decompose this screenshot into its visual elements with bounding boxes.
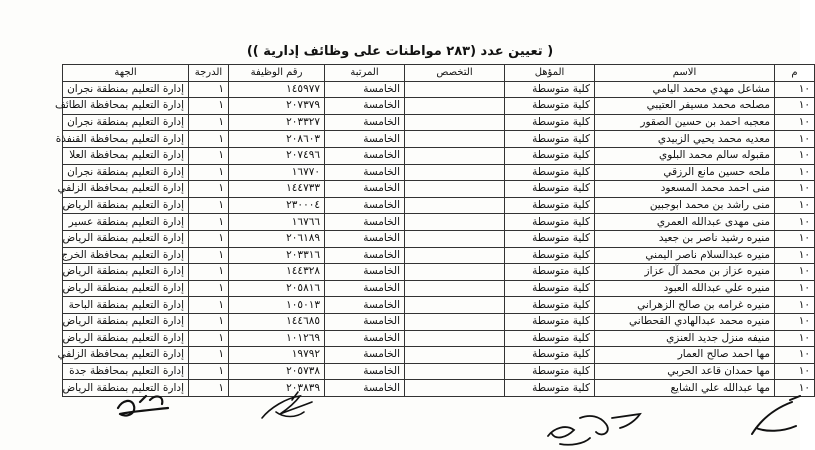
table-row <box>63 98 815 115</box>
cell-qualification: كلية متوسطة <box>505 247 595 264</box>
appointments-table <box>54 64 815 397</box>
cell-seq: ١٠ <box>775 147 815 164</box>
cell-job-number: ٢٠٦١٨٩ <box>229 230 325 247</box>
cell-department: إدارة التعليم بمحافظة الطائف <box>63 98 189 115</box>
table-row <box>63 313 815 330</box>
cell-rank: الخامسة <box>325 280 405 297</box>
header-name: الاسم <box>595 65 775 82</box>
cell-degree: ١ <box>189 181 229 198</box>
cell-qualification: كلية متوسطة <box>505 98 595 115</box>
cell-degree: ١ <box>189 230 229 247</box>
cell-seq: ١٠ <box>775 313 815 330</box>
cell-rank: الخامسة <box>325 363 405 380</box>
cell-department: إدارة التعليم بمنطقة الرياض <box>63 197 189 214</box>
cell-rank: الخامسة <box>325 181 405 198</box>
signature-1 <box>118 396 168 416</box>
cell-specialty <box>405 247 505 264</box>
table-row <box>63 297 815 314</box>
cell-name: منيره عبدالسلام ناصر اليمني <box>595 247 775 264</box>
cell-name: منيفه منزل جديد العنزي <box>595 330 775 347</box>
table-row <box>63 264 815 281</box>
header-specialty: التخصص <box>405 65 505 82</box>
cell-seq: ١٠ <box>775 197 815 214</box>
cell-specialty <box>405 214 505 231</box>
cell-degree: ١ <box>189 114 229 131</box>
cell-specialty <box>405 181 505 198</box>
cell-department: إدارة التعليم بمنطقة الرياض <box>63 230 189 247</box>
cell-seq: ١٠ <box>775 264 815 281</box>
cell-degree: ١ <box>189 330 229 347</box>
cell-job-number: ٢٠٧٣٧٩ <box>229 98 325 115</box>
cell-job-number: ١٠١٢٦٩ <box>229 330 325 347</box>
signatures-area <box>0 388 800 450</box>
cell-job-number: ٢٠٣٣٢٧ <box>229 114 325 131</box>
cell-department: إدارة التعليم بمنطقة الباحة <box>63 297 189 314</box>
cell-rank: الخامسة <box>325 264 405 281</box>
cell-specialty <box>405 197 505 214</box>
cell-name: مها حمدان قاعد الحربي <box>595 363 775 380</box>
cell-qualification: كلية متوسطة <box>505 380 595 397</box>
cell-degree: ١ <box>189 363 229 380</box>
cell-seq: ١٠ <box>775 131 815 148</box>
cell-degree: ١ <box>189 297 229 314</box>
cell-department: إدارة التعليم بمحافظة جدة <box>63 363 189 380</box>
cell-rank: الخامسة <box>325 214 405 231</box>
cell-specialty <box>405 230 505 247</box>
table-row <box>63 280 815 297</box>
cell-seq: ١٠ <box>775 347 815 364</box>
cell-department: إدارة التعليم بمنطقة الرياض <box>63 280 189 297</box>
cell-name: منى احمد محمد المسعود <box>595 181 775 198</box>
cell-rank: الخامسة <box>325 147 405 164</box>
cell-degree: ١ <box>189 313 229 330</box>
header-seq: م <box>775 65 815 82</box>
cell-degree: ١ <box>189 131 229 148</box>
cell-qualification: كلية متوسطة <box>505 197 595 214</box>
signature-4 <box>752 396 800 434</box>
cell-department: إدارة التعليم بمنطقة عسير <box>63 214 189 231</box>
cell-rank: الخامسة <box>325 297 405 314</box>
cell-degree: ١ <box>189 347 229 364</box>
table-row <box>63 347 815 364</box>
cell-seq: ١٠ <box>775 247 815 264</box>
cell-name: مها احمد صالح العمار <box>595 347 775 364</box>
cell-job-number: ٢٠٣٣١٦ <box>229 247 325 264</box>
cell-qualification: كلية متوسطة <box>505 330 595 347</box>
header-degree: الدرجة <box>189 65 229 82</box>
cell-specialty <box>405 363 505 380</box>
cell-specialty <box>405 98 505 115</box>
table-row <box>63 147 815 164</box>
cell-seq: ١٠ <box>775 81 815 98</box>
cell-job-number: ٢٠٧٤٩٦ <box>229 147 325 164</box>
header-qualification: المؤهل <box>505 65 595 82</box>
cell-qualification: كلية متوسطة <box>505 81 595 98</box>
cell-rank: الخامسة <box>325 247 405 264</box>
cell-department: إدارة التعليم بمحافظة الخرج <box>63 247 189 264</box>
cell-department: إدارة التعليم بمنطقة نجران <box>63 81 189 98</box>
cell-degree: ١ <box>189 98 229 115</box>
cell-degree: ١ <box>189 264 229 281</box>
cell-qualification: كلية متوسطة <box>505 214 595 231</box>
cell-job-number: ١٩٧٩٢ <box>229 347 325 364</box>
cell-rank: الخامسة <box>325 313 405 330</box>
cell-job-number: ١٤٥٩٧٧ <box>229 81 325 98</box>
cell-job-number: ١٤٤٣٢٨ <box>229 264 325 281</box>
cell-degree: ١ <box>189 147 229 164</box>
cell-specialty <box>405 264 505 281</box>
cell-specialty <box>405 131 505 148</box>
table-row <box>63 81 815 98</box>
signature-3 <box>548 414 640 445</box>
cell-job-number: ٢٣٠٠٠٤ <box>229 197 325 214</box>
cell-qualification: كلية متوسطة <box>505 181 595 198</box>
cell-rank: الخامسة <box>325 330 405 347</box>
cell-rank: الخامسة <box>325 131 405 148</box>
table-row <box>63 363 815 380</box>
header-rank: المرتبة <box>325 65 405 82</box>
cell-specialty <box>405 297 505 314</box>
cell-seq: ١٠ <box>775 280 815 297</box>
cell-job-number: ٢٠٣٨٣٩ <box>229 380 325 397</box>
cell-department: إدارة التعليم بمنطقة الرياض <box>63 264 189 281</box>
cell-rank: الخامسة <box>325 197 405 214</box>
cell-qualification: كلية متوسطة <box>505 114 595 131</box>
cell-rank: الخامسة <box>325 114 405 131</box>
cell-specialty <box>405 313 505 330</box>
cell-seq: ١٠ <box>775 164 815 181</box>
table-row <box>63 114 815 131</box>
cell-department: إدارة التعليم بمنطقة الرياض <box>63 380 189 397</box>
table-header-row <box>63 65 815 82</box>
header-department: الجهة <box>63 65 189 82</box>
cell-name: منى مهدى عبدالله العمري <box>595 214 775 231</box>
cell-seq: ١٠ <box>775 114 815 131</box>
cell-qualification: كلية متوسطة <box>505 230 595 247</box>
cell-qualification: كلية متوسطة <box>505 347 595 364</box>
cell-seq: ١٠ <box>775 363 815 380</box>
cell-name: منيره غرامه بن صالح الزهراني <box>595 297 775 314</box>
cell-rank: الخامسة <box>325 230 405 247</box>
cell-degree: ١ <box>189 81 229 98</box>
signature-2 <box>262 392 312 418</box>
cell-seq: ١٠ <box>775 330 815 347</box>
table-row <box>63 330 815 347</box>
table-row <box>63 214 815 231</box>
cell-rank: الخامسة <box>325 164 405 181</box>
cell-seq: ١٠ <box>775 380 815 397</box>
cell-department: إدارة التعليم بمنطقة الرياض <box>63 313 189 330</box>
cell-specialty <box>405 347 505 364</box>
document-title: ( تعيين عدد (٢٨٣ مواطنات على وظائف إدارية )) <box>246 44 554 59</box>
cell-specialty <box>405 280 505 297</box>
cell-degree: ١ <box>189 197 229 214</box>
cell-job-number: ١٦٧٧٠ <box>229 164 325 181</box>
table-row <box>63 230 815 247</box>
cell-rank: الخامسة <box>325 98 405 115</box>
cell-rank: الخامسة <box>325 81 405 98</box>
cell-department: إدارة التعليم بمحافظة الزلفي <box>63 347 189 364</box>
cell-specialty <box>405 114 505 131</box>
table-row <box>63 197 815 214</box>
cell-department: إدارة التعليم بمنطقة نجران <box>63 114 189 131</box>
cell-degree: ١ <box>189 214 229 231</box>
cell-qualification: كلية متوسطة <box>505 164 595 181</box>
cell-department: إدارة التعليم بمحافظة العلا <box>63 147 189 164</box>
cell-name: معجبه احمد بن حسين الصقور <box>595 114 775 131</box>
cell-department: إدارة التعليم بمحافظة الزلفي <box>63 181 189 198</box>
cell-seq: ١٠ <box>775 98 815 115</box>
cell-name: مشاعل مهدي محمد اليامي <box>595 81 775 98</box>
cell-seq: ١٠ <box>775 181 815 198</box>
cell-degree: ١ <box>189 164 229 181</box>
cell-specialty <box>405 147 505 164</box>
cell-department: إدارة التعليم بمنطقة الرياض <box>63 330 189 347</box>
cell-job-number: ٢٠٥٧٣٨ <box>229 363 325 380</box>
cell-name: منيره رشيد ناصر بن جعيد <box>595 230 775 247</box>
cell-degree: ١ <box>189 247 229 264</box>
cell-specialty <box>405 330 505 347</box>
cell-qualification: كلية متوسطة <box>505 147 595 164</box>
table-row <box>63 247 815 264</box>
cell-department: إدارة التعليم بمنطقة نجران <box>63 164 189 181</box>
cell-name: معديه محمد يحيي الزبيدي <box>595 131 775 148</box>
cell-name: مصلحه محمد مسيفر العتيبي <box>595 98 775 115</box>
cell-qualification: كلية متوسطة <box>505 313 595 330</box>
cell-name: مقبوله سالم محمد البلوي <box>595 147 775 164</box>
cell-name: مها عبدالله علي الشايع <box>595 380 775 397</box>
cell-name: منيره عزاز بن محمد آل عزاز <box>595 264 775 281</box>
table-body <box>54 81 815 396</box>
table-row <box>63 164 815 181</box>
header-job-number: رقم الوظيفة <box>229 65 325 82</box>
cell-department: إدارة التعليم بمحافظة القنفذة <box>63 131 189 148</box>
cell-job-number: ٢٠٨٦٠٣ <box>229 131 325 148</box>
cell-qualification: كلية متوسطة <box>505 363 595 380</box>
cell-degree: ١ <box>189 380 229 397</box>
cell-specialty <box>405 81 505 98</box>
cell-name: ملحه حسين مانع الرزقي <box>595 164 775 181</box>
table-row <box>63 181 815 198</box>
cell-name: منى راشد بن محمد ابوجبين <box>595 197 775 214</box>
cell-qualification: كلية متوسطة <box>505 297 595 314</box>
cell-job-number: ٢٠٥٨١٦ <box>229 280 325 297</box>
cell-seq: ١٠ <box>775 230 815 247</box>
cell-degree: ١ <box>189 280 229 297</box>
cell-name: منيره علي عبدالله العبود <box>595 280 775 297</box>
cell-rank: الخامسة <box>325 347 405 364</box>
table-row <box>63 131 815 148</box>
cell-specialty <box>405 164 505 181</box>
cell-qualification: كلية متوسطة <box>505 264 595 281</box>
cell-qualification: كلية متوسطة <box>505 131 595 148</box>
cell-name: منيره محمد عبدالهادي القحطاني <box>595 313 775 330</box>
cell-job-number: ١٠٥٠١٣ <box>229 297 325 314</box>
cell-seq: ١٠ <box>775 297 815 314</box>
cell-job-number: ١٦٧٦٦ <box>229 214 325 231</box>
cell-seq: ١٠ <box>775 214 815 231</box>
cell-job-number: ١٤٤٧٣٣ <box>229 181 325 198</box>
cell-job-number: ١٤٤٦٨٥ <box>229 313 325 330</box>
cell-rank: الخامسة <box>325 380 405 397</box>
cell-qualification: كلية متوسطة <box>505 280 595 297</box>
